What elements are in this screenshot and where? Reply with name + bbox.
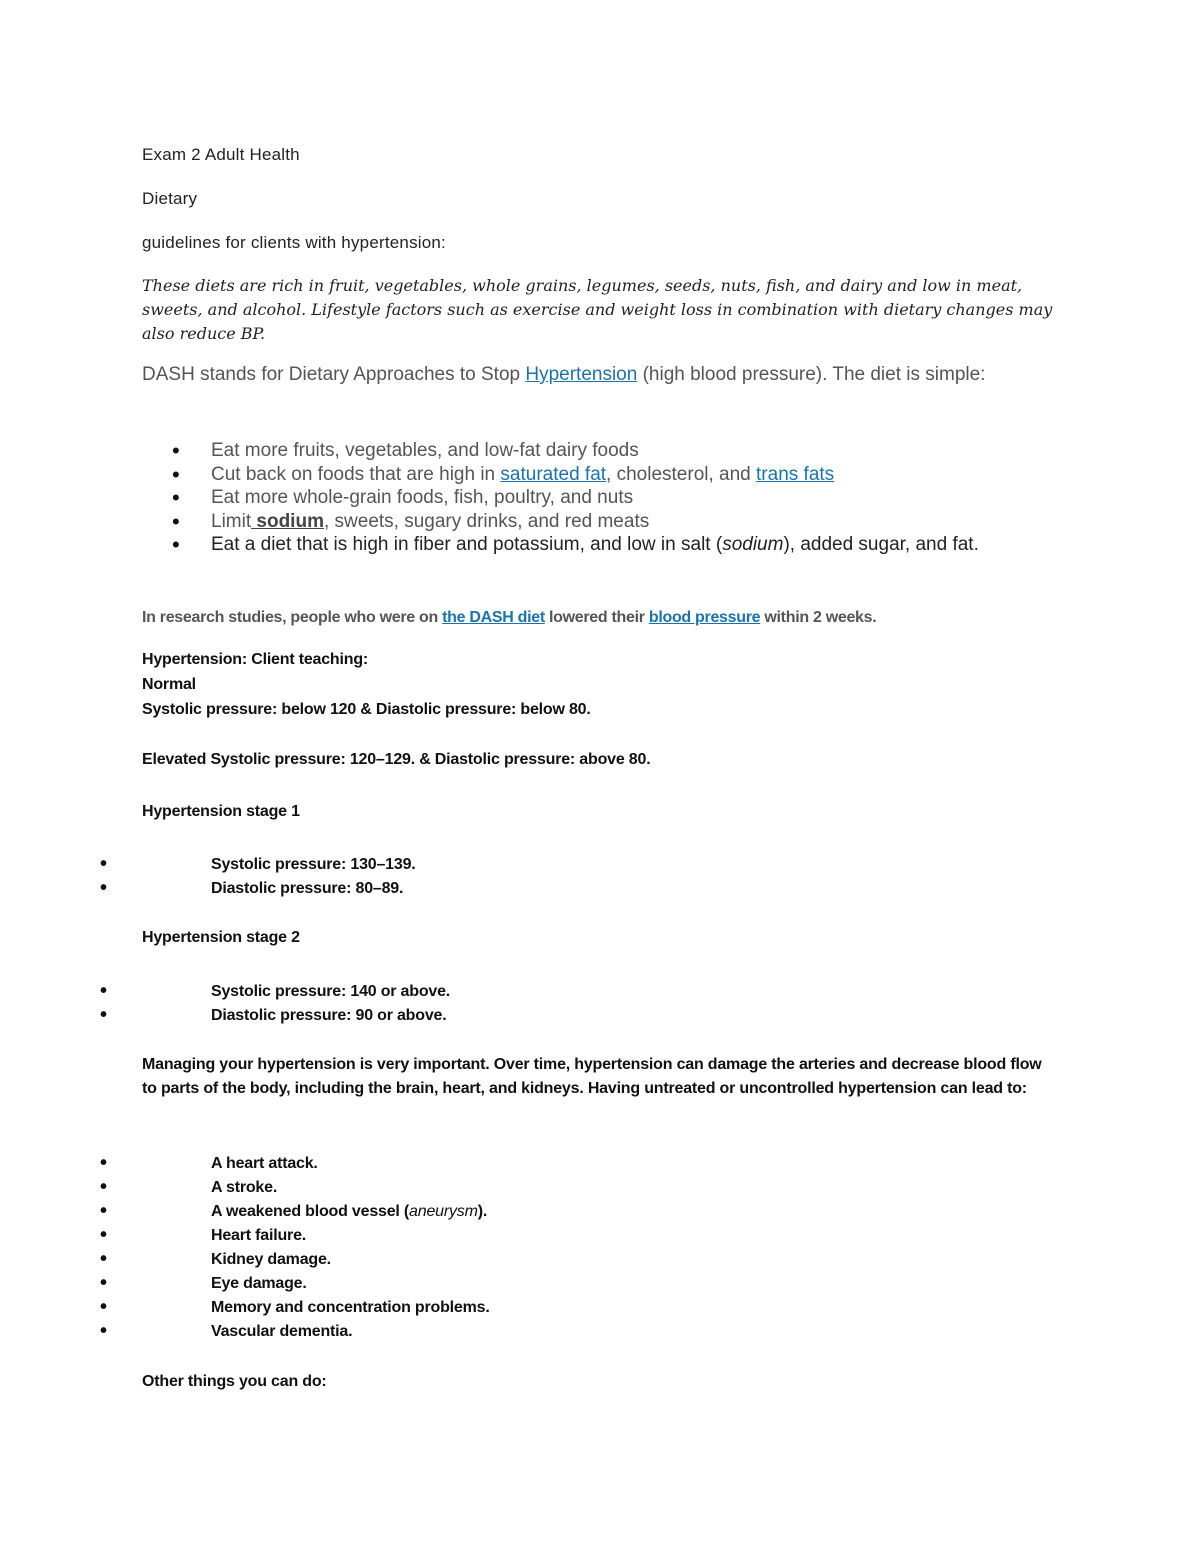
- stage2-heading: Hypertension stage 2: [142, 929, 300, 946]
- list-item: • Systolic pressure: 130–139.: [100, 853, 416, 877]
- list-item: • Diastolic pressure: 90 or above.: [100, 1004, 450, 1028]
- other-things-heading: Other things you can do:: [142, 1373, 327, 1390]
- normal-heading: Normal: [142, 676, 196, 693]
- list-item: [142, 463, 1062, 487]
- list-item: • A heart attack.: [100, 1152, 490, 1176]
- blood-pressure-link[interactable]: blood pressure: [648, 609, 761, 626]
- list-item: [142, 533, 1062, 557]
- list-item-text: Limit: [211, 510, 252, 532]
- sodium-italic: sodium: [722, 534, 784, 555]
- dash-intro-text-2: (high blood pressure). The diet is simple:: [637, 364, 986, 385]
- list-item: • Systolic pressure: 140 or above.: [100, 980, 450, 1004]
- dietary-heading: Dietary: [142, 189, 198, 208]
- client-teaching-heading: Hypertension: Client teaching:: [142, 651, 369, 668]
- research-line: [142, 609, 876, 627]
- research-text: lowered their: [544, 609, 649, 626]
- list-item: [142, 439, 1062, 463]
- list-item-text: , cholesterol, and: [606, 463, 757, 485]
- dash-intro-text: DASH stands for Dietary Approaches to Stop: [142, 364, 526, 385]
- list-item: • Memory and concentration problems.: [100, 1296, 490, 1320]
- list-item-text: Cut back on foods that are high in: [211, 463, 501, 485]
- list-item: [142, 510, 1062, 534]
- hypertension-link[interactable]: Hypertension: [525, 364, 638, 385]
- managing-paragraph: Managing your hypertension is very important. Over time, hypertension can damage the arteries and decrease blood flow to parts of the body, including the brain, heart, and kidneys. Having untreated or uncontrolled hypertension can lead to:: [142, 1056, 1042, 1097]
- list-item-text: A weakened blood vessel (: [211, 1203, 410, 1220]
- normal-values: Systolic pressure: below 120 & Diastolic pressure: below 80.: [142, 701, 591, 718]
- dash-list: [142, 439, 1062, 557]
- list-item-text: Eat more whole-grain foods, fish, poultry, and nuts: [211, 487, 634, 508]
- stage1-heading: Hypertension stage 1: [142, 803, 300, 820]
- list-item-text: , sweets, sugary drinks, and red meats: [323, 510, 650, 532]
- list-item-text: Eat more fruits, vegetables, and low-fat dairy foods: [211, 440, 639, 461]
- sodium-emphasis: sodium: [251, 510, 324, 532]
- stage2-list: [100, 980, 450, 1028]
- list-item-text: ), added sugar, and fat.: [783, 534, 979, 555]
- dash-diet-link[interactable]: the DASH diet: [442, 609, 545, 626]
- research-text: In research studies, people who were on: [142, 609, 443, 626]
- saturated-fat-link[interactable]: saturated fat: [500, 463, 607, 485]
- list-item-text: Eat a diet that is high in fiber and potassium, and low in salt (: [211, 534, 723, 555]
- list-item: [142, 486, 1062, 510]
- research-text: within 2 weeks.: [760, 609, 877, 626]
- list-item: • Diastolic pressure: 80–89.: [100, 877, 416, 901]
- guidelines-heading: guidelines for clients with hypertension:: [142, 233, 446, 252]
- list-item-text: ).: [477, 1203, 488, 1220]
- diet-description: These diets are rich in fruit, vegetables, whole grains, legumes, seeds, nuts, fish, and dairy and low in meat, sweets, and alcohol. Lifestyle factors such as exercise and weight loss in combination with dietary changes may also reduce BP.: [142, 276, 1053, 343]
- aneurysm-term: aneurysm: [409, 1203, 478, 1220]
- stage1-list: [100, 853, 416, 901]
- trans-fats-link[interactable]: trans fats: [756, 463, 835, 485]
- doc-title: Exam 2 Adult Health: [142, 145, 300, 164]
- list-item: • Kidney damage.: [100, 1248, 490, 1272]
- risks-list: [100, 1152, 490, 1344]
- list-item: • A stroke.: [100, 1176, 490, 1200]
- list-item: • Eye damage.: [100, 1272, 490, 1296]
- elevated-values: Elevated Systolic pressure: 120–129. & Diastolic pressure: above 80.: [142, 751, 651, 768]
- list-item: [100, 1200, 490, 1224]
- list-item: • Vascular dementia.: [100, 1320, 490, 1344]
- list-item: • Heart failure.: [100, 1224, 490, 1248]
- dash-intro: [142, 363, 1062, 387]
